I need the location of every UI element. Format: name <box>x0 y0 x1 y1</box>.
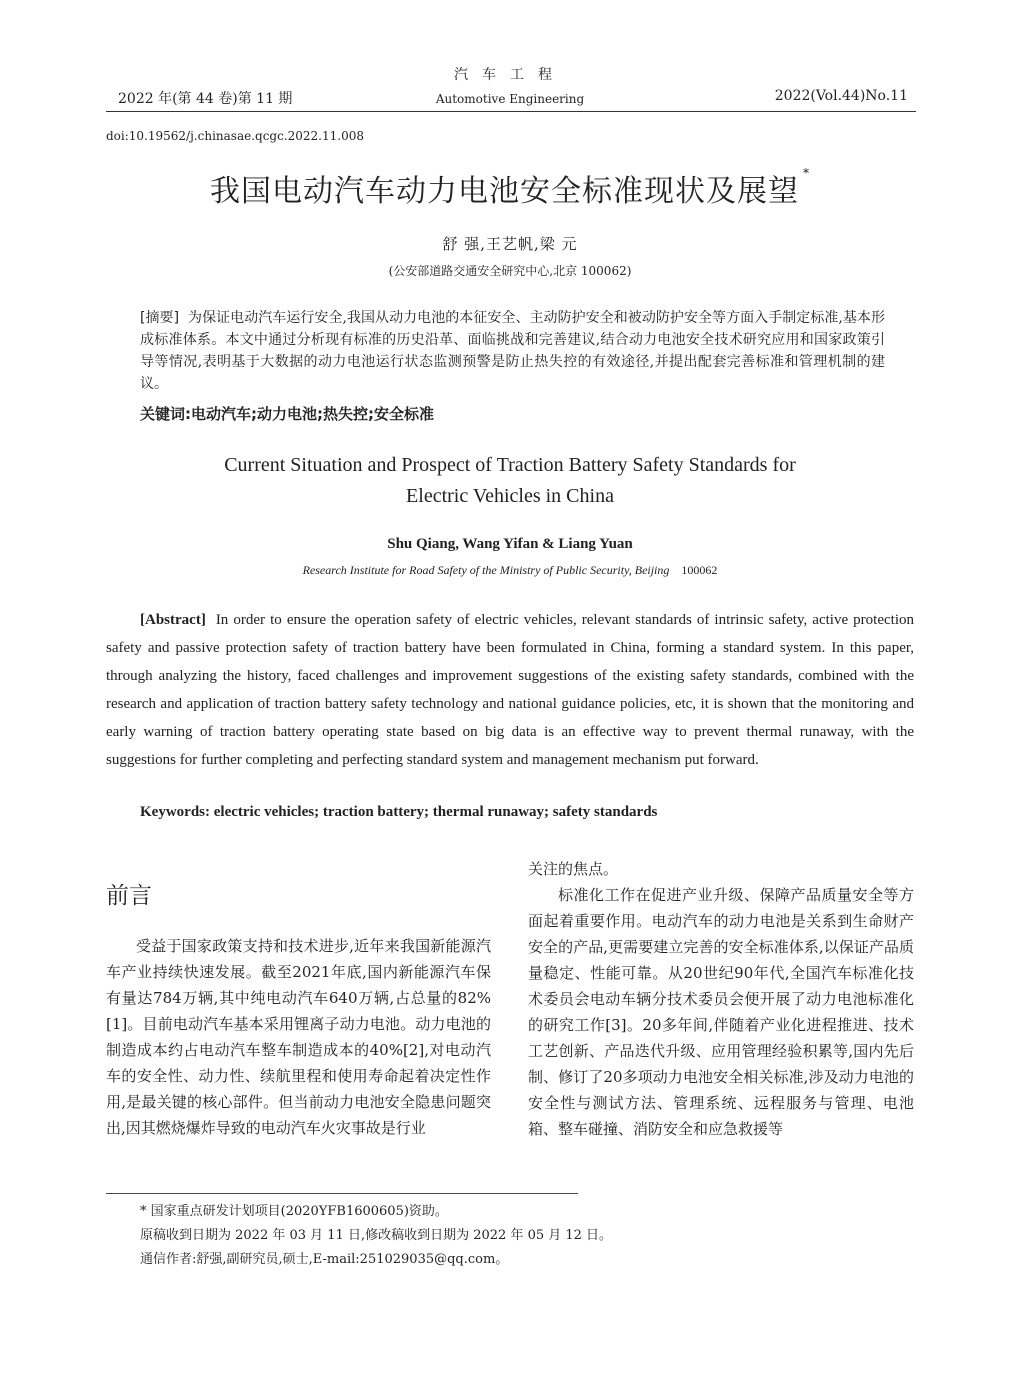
footnote-fund: * 国家重点研发计划项目(2020YFB1600605)资助。 <box>140 1204 448 1219</box>
title-cn-text: 我国电动汽车动力电池安全标准现状及展望 <box>210 174 799 209</box>
authors-cn: 舒 强,王艺帆,梁 元 <box>442 235 578 253</box>
footnote-dates: 原稿收到日期为 2022 年 03 月 11 日,修改稿收到日期为 2022 年 05 月 12 日。 <box>140 1228 613 1243</box>
abstract-cn <box>140 307 885 395</box>
body-column-left <box>106 933 491 1141</box>
affiliation-cn: (公安部道路交通安全研究中心,北京 100062) <box>388 264 632 278</box>
affiliation-en-text: Research Institute for Road Safety of the Ministry of Public Security, Beijing <box>302 563 670 577</box>
doi: doi:10.19562/j.chinasae.qcgc.2022.11.008 <box>106 129 364 143</box>
body-column-right <box>528 856 914 1142</box>
title-cn <box>0 166 1020 210</box>
abstract-en <box>106 606 914 774</box>
authors-en: Shu Qiang, Wang Yifan & Liang Yuan <box>387 536 633 552</box>
abstract-en-text: In order to ensure the operation safety of electric vehicles, relevant standards of intrinsic safety, active protection safety and passive protection safety of traction battery have been formulated in China, forming a standard system. In this paper, through analyzing the history, faced challenges and improvement suggestions of the existing safety standards, combined with the research and application of traction battery safety technology and national guidance policies, etc, it is shown that the monitoring and early warning of traction battery operating state based on big data is an effective way to prevent thermal runaway, with the suggestions for further completing and perfecting standard system and management mechanism put forward. <box>106 612 914 768</box>
issue-info-en: 2022(Vol.44)No.11 <box>774 88 908 104</box>
abstract-en-label: [Abstract] <box>140 612 206 628</box>
affiliation-en <box>0 563 1020 578</box>
body-paragraph-continued: 关注的焦点。 <box>528 860 619 878</box>
issue-info-cn: 2022 年(第 44 卷)第 11 期 <box>118 91 293 107</box>
journal-name-en: Automotive Engineering <box>435 92 585 106</box>
abstract-cn-text: 为保证电动汽车运行安全,我国从动力电池的本征安全、主动防护安全和被动防护安全等方面入手制定标准,基本形成标准体系。本文中通过分析现有标准的历史沿革、面临挑战和完善建议,结合动力电池安全技术研究应用和国家政策引导等情况,表明基于大数据的动力电池运行状态监测预警是防止热失控的有效途径,并提出配套完善标准和管理机制的建议。 <box>140 310 885 392</box>
abstract-cn-label: [摘要] <box>140 310 180 326</box>
journal-name-cn: 汽车工程 <box>454 67 566 83</box>
affiliation-en-code: 100062 <box>681 563 718 577</box>
title-en <box>0 450 1020 512</box>
title-en-line2: Electric Vehicles in China <box>406 485 614 507</box>
footnote-rule <box>106 1193 578 1194</box>
keywords-en: Keywords: electric vehicles; traction battery; thermal runaway; safety standards <box>140 804 658 820</box>
body-paragraph: 受益于国家政策支持和技术进步,近年来我国新能源汽车产业持续快速发展。截至2021年底,国内新能源汽车保有量达784万辆,其中纯电动汽车640万辆,占总量的82%[1]。目前电动汽车基本采用锂离子动力电池。动力电池的制造成本约占电动汽车整车制造成本的40%[2],对电动汽车的安全性、动力性、续航里程和使用寿命起着决定性作用,是最关键的核心部件。但当前动力电池安全隐患问题突出,因其燃烧爆炸导致的电动汽车火灾事故是行业 <box>106 937 491 1137</box>
footnote-contact: 通信作者:舒强,副研究员,硕士,E-mail:251029035@qq.com。 <box>140 1252 509 1267</box>
section-heading: 前言 <box>106 883 152 909</box>
header-rule <box>106 111 916 112</box>
keywords-cn: 关键词:电动汽车;动力电池;热失控;安全标准 <box>140 405 434 423</box>
title-en-line1: Current Situation and Prospect of Traction Battery Safety Standards for <box>224 454 796 476</box>
body-paragraph: 标准化工作在促进产业升级、保障产品质量安全等方面起着重要作用。电动汽车的动力电池是关系到生命财产安全的产品,更需要建立完善的安全标准体系,以保证产品质量稳定、性能可靠。从20世纪90年代,全国汽车标准化技术委员会电动车辆分技术委员会便开展了动力电池标准化的研究工作[3]。20多年间,伴随着产业化进程推进、技术工艺创新、产品迭代升级、应用管理经验积累等,国内先后制、修订了20多项动力电池安全相关标准,涉及动力电池的安全性与测试方法、管理系统、远程服务与管理、电池箱、整车碰撞、消防安全和应急救援等 <box>528 886 914 1138</box>
title-footnote-mark: * <box>803 166 810 180</box>
